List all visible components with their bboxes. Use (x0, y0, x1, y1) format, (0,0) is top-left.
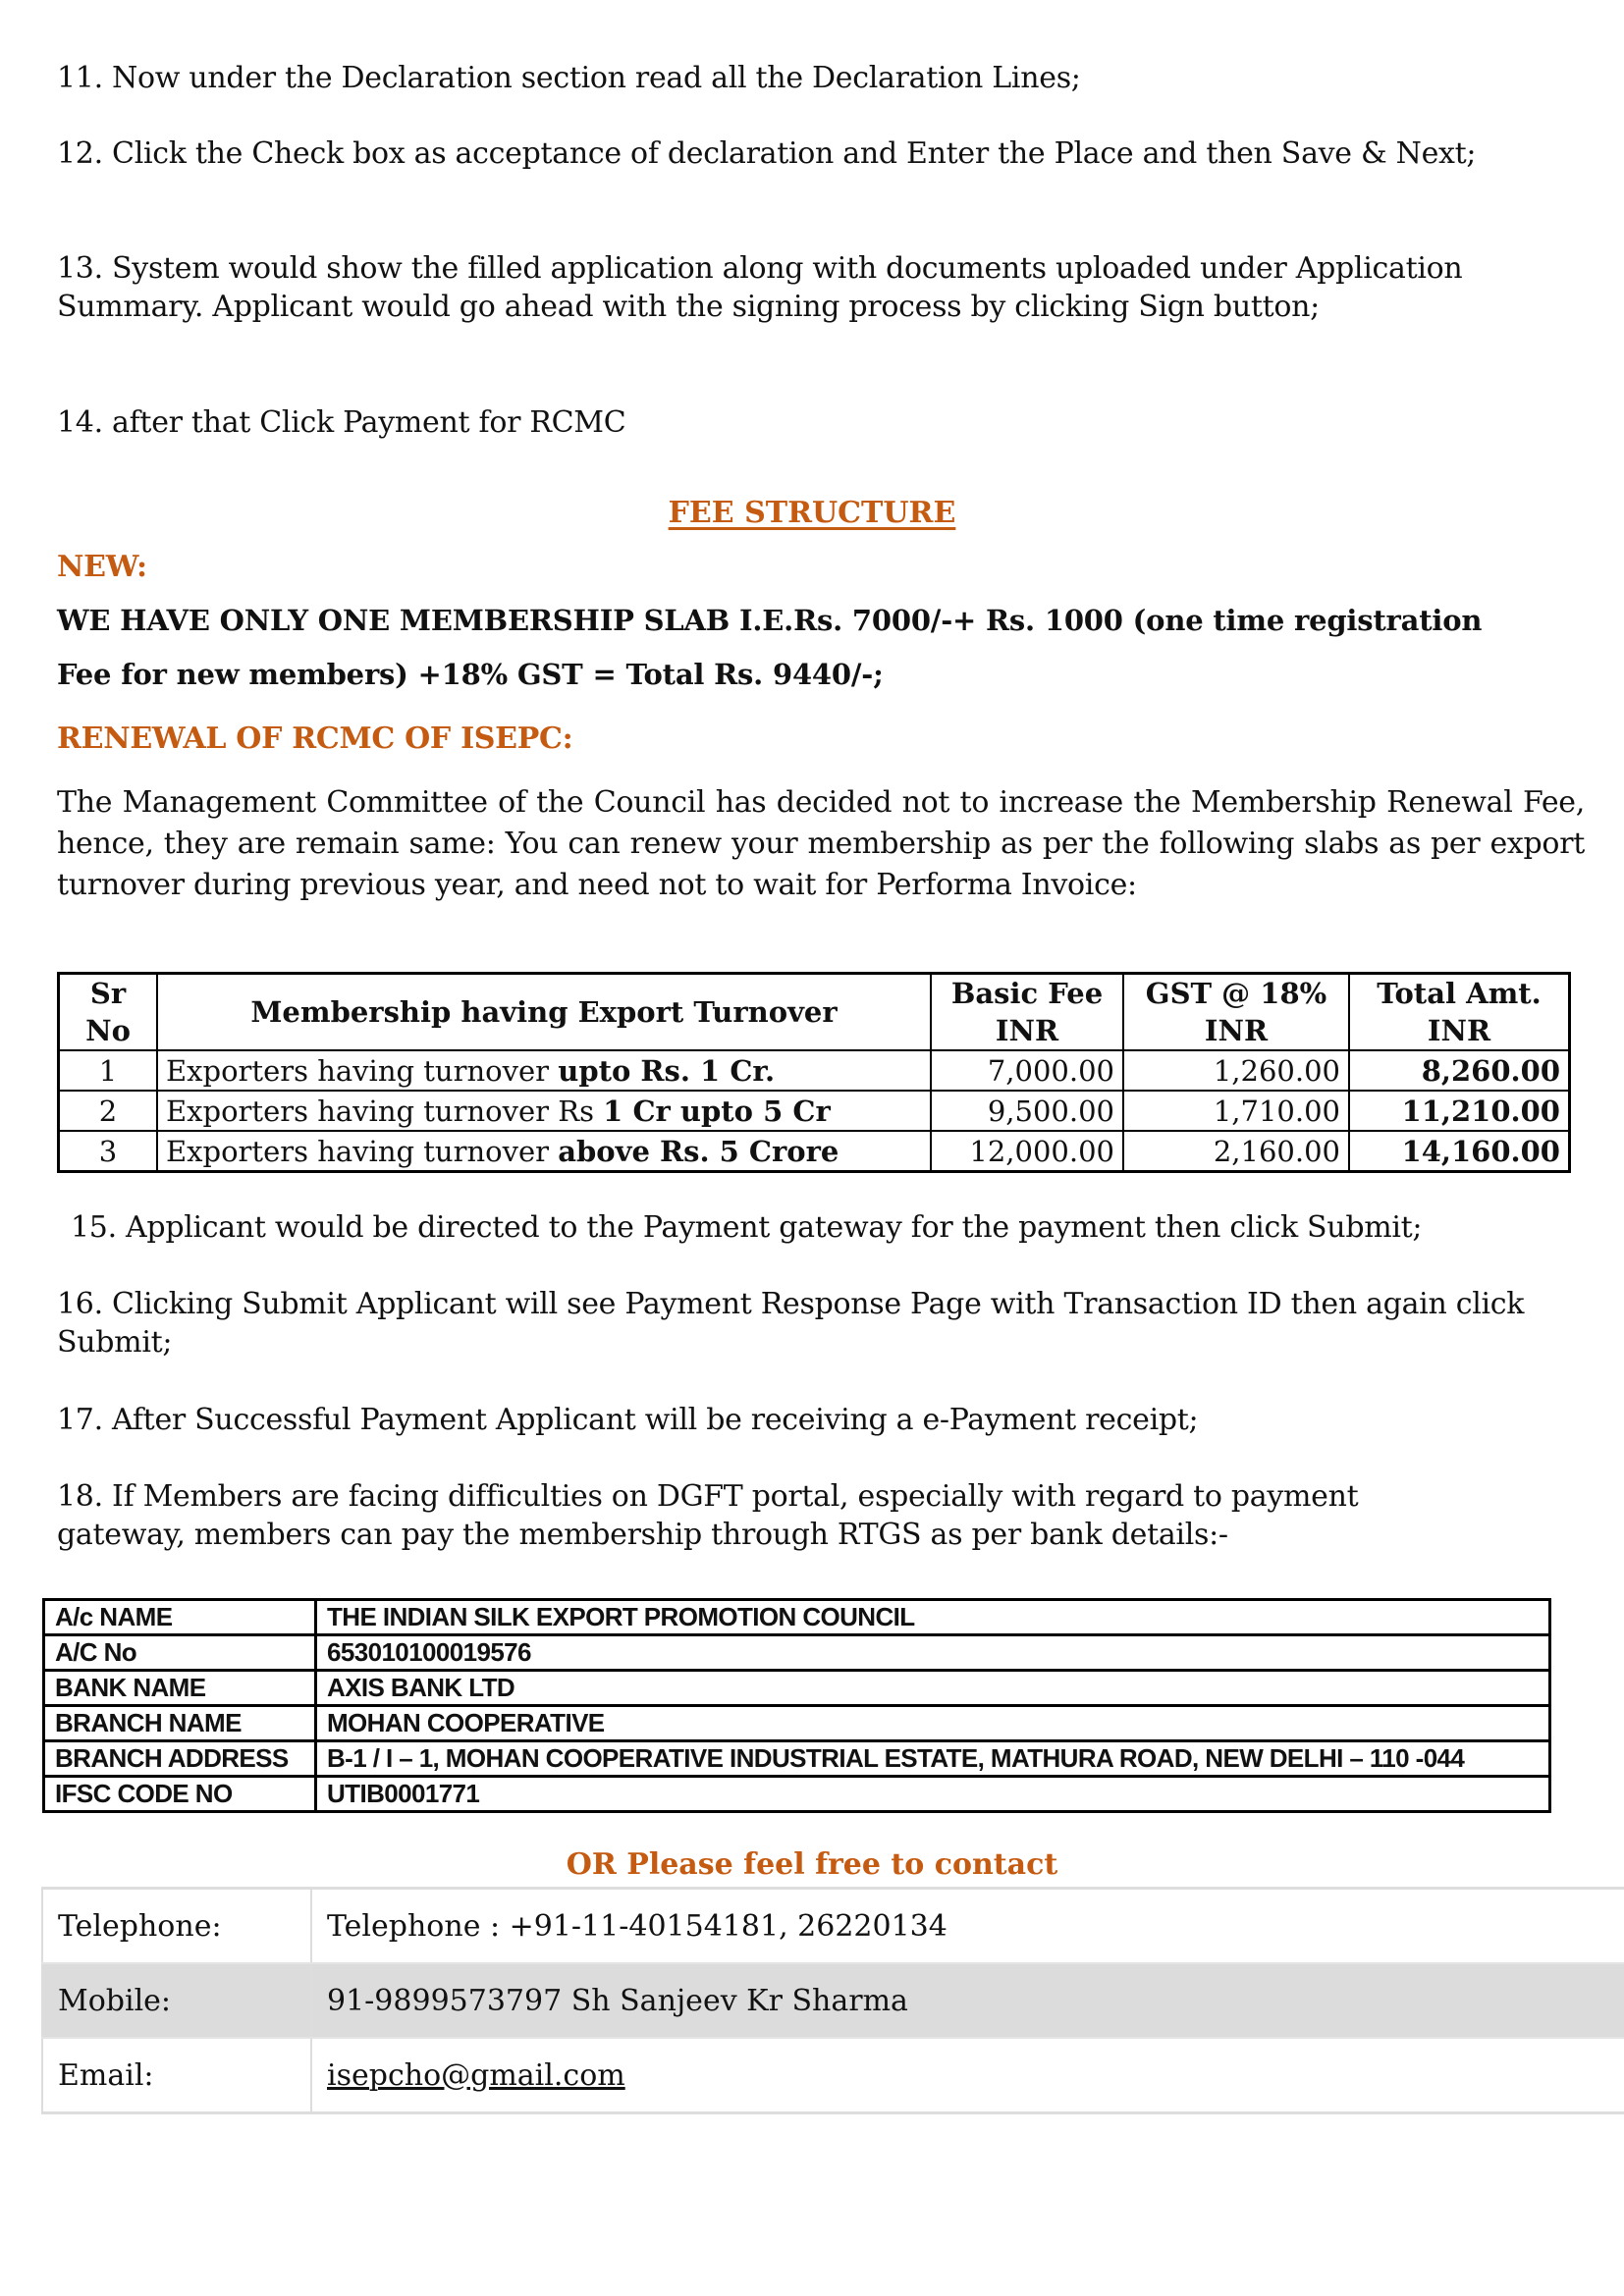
header-gst: GST @ 18% INR (1123, 974, 1349, 1051)
cell-total: 11,210.00 (1349, 1091, 1570, 1131)
bank-row (44, 1741, 1550, 1777)
bank-row (44, 1777, 1550, 1812)
step-11: 11. Now under the Declaration section read all the Declaration Lines; (57, 61, 1081, 95)
header-sr-no: Sr No (59, 974, 158, 1051)
new-membership-text-line1: WE HAVE ONLY ONE MEMBERSHIP SLAB I.E.Rs. 7000/-+ Rs. 1000 (one time registration (57, 604, 1483, 637)
bank-value: 653010100019576 (316, 1635, 1550, 1671)
desc-bold: 1 Cr upto 5 Cr (603, 1094, 831, 1128)
fee-table-row (59, 1131, 1570, 1172)
new-label: NEW: (57, 550, 147, 584)
contact-value: 91-9899573797 Sh Sanjeev Kr Sharma (311, 1963, 1624, 2038)
bank-label: A/c NAME (44, 1600, 316, 1635)
fee-table-row (59, 1091, 1570, 1131)
bank-row (44, 1635, 1550, 1671)
bank-label: BRANCH ADDRESS (44, 1741, 316, 1777)
desc-plain: Exporters having turnover (166, 1134, 559, 1168)
cell-gst: 1,260.00 (1123, 1050, 1349, 1091)
cell-gst: 2,160.00 (1123, 1131, 1349, 1172)
cell-gst: 1,710.00 (1123, 1091, 1349, 1131)
contact-table (41, 1887, 1624, 2114)
fee-structure-title-text: FEE STRUCTURE (668, 496, 956, 530)
step-16: 16. Clicking Submit Applicant will see Payment Response Page with Transaction ID then again click Submit; (57, 1287, 1525, 1360)
bank-details-table (42, 1598, 1551, 1813)
contact-label: Mobile: (42, 1963, 311, 2038)
cell-total: 14,160.00 (1349, 1131, 1570, 1172)
step-18: 18. If Members are facing difficulties on DGFT portal, especially with regard to payment gateway, members can pay the membership through RTGS as per bank details:- (57, 1479, 1359, 1552)
contact-row-telephone (42, 1889, 1624, 1964)
desc-bold: upto Rs. 1 Cr. (558, 1053, 776, 1088)
step-17: 17. After Successful Payment Applicant will be receiving a e-Payment receipt; (57, 1403, 1199, 1437)
desc-bold: above Rs. 5 Crore (558, 1134, 839, 1168)
renewal-label: RENEWAL OF RCMC OF ISEPC: (57, 721, 573, 756)
bank-row (44, 1671, 1550, 1706)
bank-value: AXIS BANK LTD (316, 1671, 1550, 1706)
contact-value: Telephone : +91-11-40154181, 26220134 (311, 1889, 1624, 1964)
contact-heading: OR Please feel free to contact (566, 1847, 1058, 1882)
bank-row (44, 1600, 1550, 1635)
fee-table (57, 972, 1571, 1173)
fee-table-header (59, 974, 1570, 1051)
bank-row (44, 1706, 1550, 1741)
cell-basic: 7,000.00 (931, 1050, 1123, 1091)
step-14: 14. after that Click Payment for RCMC (57, 405, 626, 440)
step-12: 12. Click the Check box as acceptance of declaration and Enter the Place and then Save & Next; (57, 136, 1477, 171)
contact-row-email (42, 2038, 1624, 2113)
fee-structure-title (0, 494, 1624, 533)
fee-table-row (59, 1050, 1570, 1091)
contact-row-mobile (42, 1963, 1624, 2038)
header-membership: Membership having Export Turnover (157, 974, 931, 1051)
contact-label: Email: (42, 2038, 311, 2113)
cell-basic: 9,500.00 (931, 1091, 1123, 1131)
step-13: 13. System would show the filled application along with documents uploaded under Application Summary. Applicant would go ahead with the signing process by clicking Sign button; (57, 251, 1463, 324)
cell-desc (157, 1050, 931, 1091)
step-15: 15. Applicant would be directed to the Payment gateway for the payment then click Submit; (71, 1210, 1423, 1245)
header-basic-fee: Basic Fee INR (931, 974, 1123, 1051)
cell-desc (157, 1091, 931, 1131)
cell-total: 8,260.00 (1349, 1050, 1570, 1091)
renewal-text: The Management Committee of the Council has decided not to increase the Membership Renewal Fee, hence, they are remain same: You can renew your membership as per the following slabs as per export turnover during previous year, and need not to wait for Performa Invoice: (57, 785, 1585, 902)
cell-sr: 1 (59, 1050, 158, 1091)
header-total: Total Amt. INR (1349, 974, 1570, 1051)
contact-label: Telephone: (42, 1889, 311, 1964)
cell-basic: 12,000.00 (931, 1131, 1123, 1172)
cell-desc (157, 1131, 931, 1172)
desc-plain: Exporters having turnover Rs (166, 1094, 604, 1128)
contact-value (311, 2038, 1624, 2113)
cell-sr: 2 (59, 1091, 158, 1131)
bank-label: IFSC CODE NO (44, 1777, 316, 1812)
new-membership-text-line2: Fee for new members) +18% GST = Total Rs. 9440/-; (57, 658, 884, 691)
bank-value: THE INDIAN SILK EXPORT PROMOTION COUNCIL (316, 1600, 1550, 1635)
email-link[interactable]: isepcho@gmail.com (327, 2057, 625, 2093)
bank-label: BRANCH NAME (44, 1706, 316, 1741)
cell-sr: 3 (59, 1131, 158, 1172)
bank-label: A/C No (44, 1635, 316, 1671)
bank-value: UTIB0001771 (316, 1777, 1550, 1812)
bank-value: MOHAN COOPERATIVE (316, 1706, 1550, 1741)
bank-value: B-1 / I – 1, MOHAN COOPERATIVE INDUSTRIAL ESTATE, MATHURA ROAD, NEW DELHI – 110 -044 (316, 1741, 1550, 1777)
bank-label: BANK NAME (44, 1671, 316, 1706)
desc-plain: Exporters having turnover (166, 1053, 559, 1088)
